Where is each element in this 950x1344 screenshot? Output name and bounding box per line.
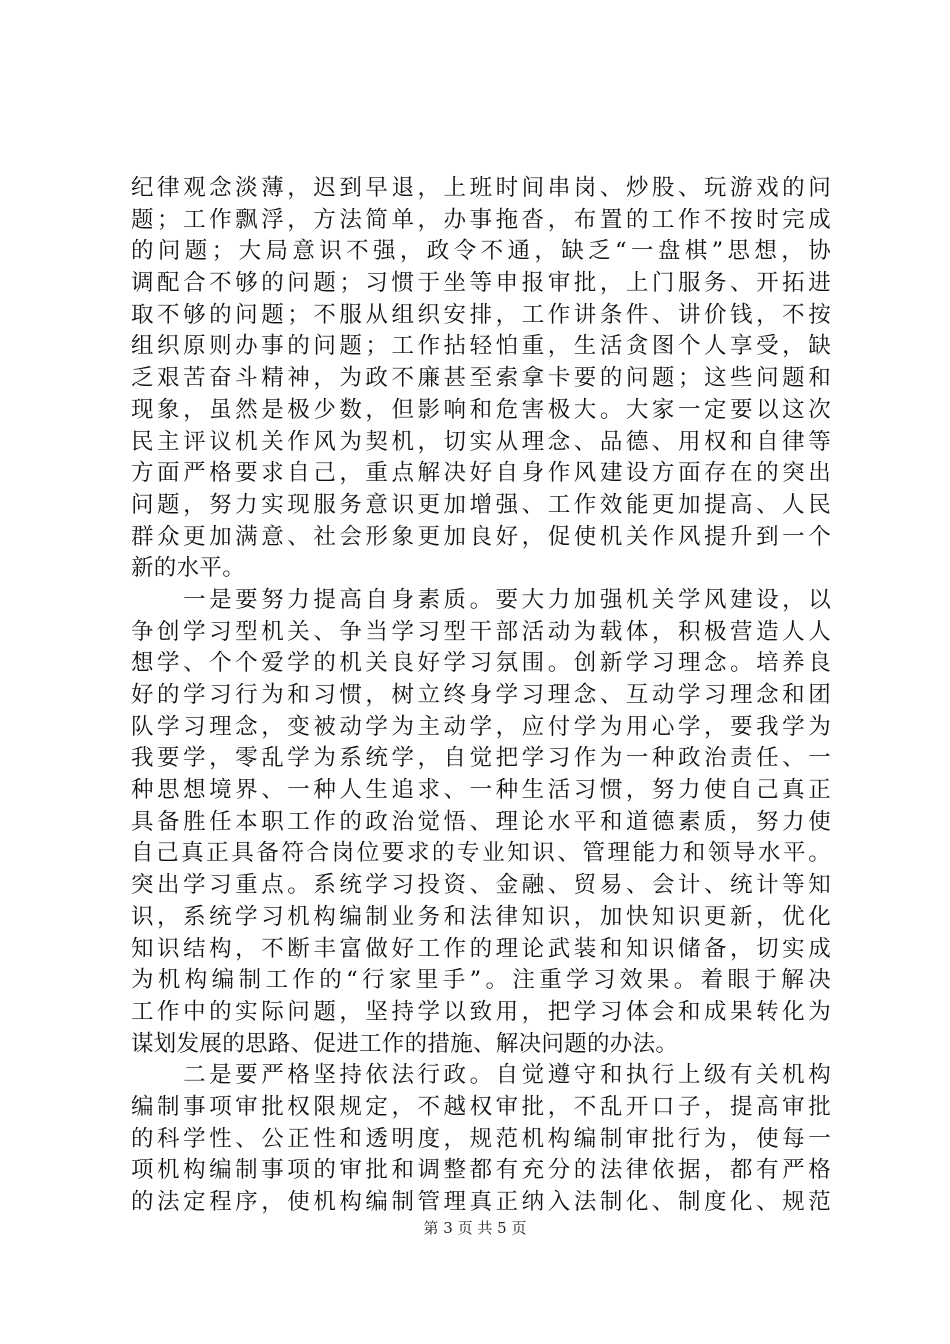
text-line: 我要学，零乱学为系统学，自觉把学习作为一种政治责任、一 [131, 745, 831, 772]
page-footer: 第 3 页 共 5 页 [423, 1219, 527, 1237]
text-line: 的问题；大局意识不强，政令不通，缺乏“一盘棋”思想，协 [131, 238, 831, 265]
text-line: 编制事项审批权限规定，不越权审批，不乱开口子，提高审批 [131, 1093, 831, 1120]
text-line: 好的学习行为和习惯，树立终身学习理念、互动学习理念和团 [131, 682, 831, 708]
text-line: 方面严格要求自己，重点解决好自身作风建设方面存在的突出 [131, 460, 831, 487]
text-line: 问题，努力实现服务意识更加增强、工作效能更加提高、人民 [131, 491, 831, 518]
text-line: 自己真正具备符合岗位要求的专业知识、管理能力和领导水平。 [131, 840, 831, 867]
text-line: 知识结构，不断丰富做好工作的理论武装和知识储备，切实成 [131, 935, 831, 962]
body-text [131, 173, 831, 1219]
text-line: 组织原则办事的问题；工作拈轻怕重，生活贪图个人享受，缺 [131, 333, 831, 360]
text-line: 一是要努力提高自身素质。要大力加强机关学风建设，以 [131, 586, 831, 613]
text-line: 项机构编制事项的审批和调整都有充分的法律依据，都有严格 [131, 1157, 831, 1184]
text-line: 取不够的问题；不服从组织安排，工作讲条件、讲价钱，不按 [131, 301, 831, 328]
text-line: 民主评议机关作风为契机，切实从理念、品德、用权和自律等 [131, 428, 831, 455]
text-line: 纪律观念淡薄，迟到早退，上班时间串岗、炒股、玩游戏的问 [131, 175, 831, 201]
text-line: 题；工作飘浮，方法简单，办事拖沓，布置的工作不按时完成 [131, 206, 831, 233]
text-line: 谋划发展的思路、促进工作的措施、解决问题的办法。 [131, 1030, 679, 1057]
text-line: 二是要严格坚持依法行政。自觉遵守和执行上级有关机构 [131, 1062, 831, 1089]
text-line: 为机构编制工作的“行家里手”。注重学习效果。着眼于解决 [131, 967, 831, 994]
text-line: 争创学习型机关、争当学习型干部活动为载体，积极营造人人 [131, 618, 831, 645]
text-line: 群众更加满意、社会形象更加良好，促使机关作风提升到一个 [131, 523, 831, 550]
text-line: 具备胜任本职工作的政治觉悟、理论水平和道德素质，努力使 [131, 808, 831, 835]
text-line: 现象，虽然是极少数，但影响和危害极大。大家一定要以这次 [131, 396, 831, 423]
text-line: 的科学性、公正性和透明度，规范机构编制审批行为，使每一 [131, 1125, 831, 1152]
text-line: 乏艰苦奋斗精神，为政不廉甚至索拿卡要的问题；这些问题和 [131, 365, 831, 392]
text-line: 工作中的实际问题，坚持学以致用，把学习体会和成果转化为 [131, 998, 831, 1025]
text-line: 种思想境界、一种人生追求、一种生活习惯，努力使自己真正 [131, 777, 831, 804]
text-line: 识，系统学习机构编制业务和法律知识，加快知识更新，优化 [131, 903, 831, 930]
text-line: 队学习理念，变被动学为主动学，应付学为用心学，要我学为 [131, 713, 831, 740]
text-line: 想学、个个爱学的机关良好学习氛围。创新学习理念。培养良 [131, 650, 831, 677]
text-line: 调配合不够的问题；习惯于坐等申报审批，上门服务、开拓进 [131, 270, 831, 297]
text-line: 突出学习重点。系统学习投资、金融、贸易、会计、统计等知 [131, 872, 831, 899]
text-line: 新的水平。 [131, 555, 246, 582]
text-line: 的法定程序，使机构编制管理真正纳入法制化、制度化、规范 [131, 1189, 831, 1215]
